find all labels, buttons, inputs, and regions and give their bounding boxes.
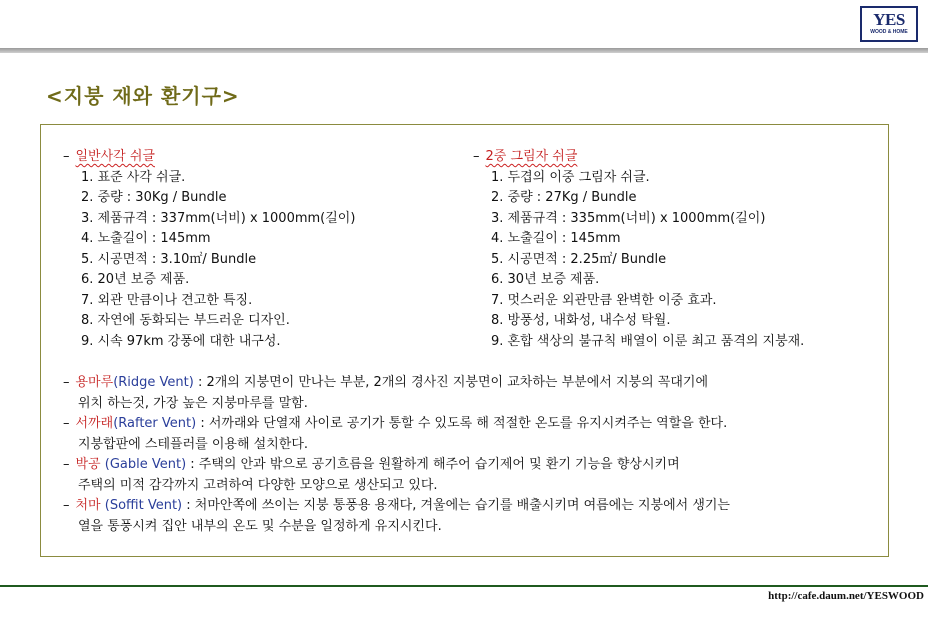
list-item: 3. 제품규격 : 337mm(너비) x 1000mm(길이) — [81, 210, 356, 226]
list-item: 7. 멋스러운 외관만큼 완벽한 이중 효과. — [491, 292, 717, 308]
list-item: 9. 시속 97km 강풍에 대한 내구성. — [81, 333, 281, 349]
vent-text-continued: 위치 하는것, 가장 높은 지붕마루를 말함. — [78, 395, 308, 411]
list-item: 1. 표준 사각 쉬글. — [81, 169, 186, 185]
list-item: 7. 외관 만큼이나 견고한 특징. — [81, 292, 253, 308]
rafter-vent-description: – 서까래(Rafter Vent) : 서까래와 단열재 사이로 공기가 통할 수 있도록 해 적절한 온도를 유지시켜주는 역할을 한다. 지붕합판에 스테플러를 이용해 설치한다. — [63, 414, 873, 455]
vent-name-ko: 처마 — [75, 498, 101, 513]
list-item: 2. 중량 : 27Kg / Bundle — [491, 190, 637, 205]
list-item: 1. 두겹의 이중 그림자 쉬글. — [491, 169, 650, 185]
footer-divider — [0, 585, 928, 587]
vent-text: : 서까래와 단열재 사이로 공기가 통할 수 있도록 해 적절한 온도를 유지시켜주는 역할을 한다. — [196, 416, 728, 431]
ridge-vent-description: – 용마루(Ridge Vent) : 2개의 지붕면이 만나는 부분, 2개의 경사진 지붕면이 교차하는 부분에서 지붕의 꼭대기에 위치 하는것, 가장 높은 지붕마루를 말함. — [63, 373, 873, 414]
double-shadow-shingle-section — [473, 147, 883, 352]
vent-name-en: (Rafter Vent) — [113, 416, 197, 431]
footer-url: http://cafe.daum.net/YESWOOD — [768, 590, 924, 602]
section-heading: – 일반사각 쉬글 — [63, 149, 155, 164]
section-heading: – 2중 그림자 쉬글 — [473, 149, 578, 164]
soffit-vent-description: – 처마 (Soffit Vent) : 처마안쪽에 쓰이는 지붕 통풍용 용재다, 겨울에는 습기를 배출시키며 여름에는 지붕에서 생기는 열을 통풍시켜 집안 내부의 온도 및 수분을 일정하게 유지시킨다. — [63, 496, 873, 537]
vent-text-continued: 열을 통풍시켜 집안 내부의 온도 및 수분을 일정하게 유지시킨다. — [78, 518, 442, 534]
regular-shingle-heading: 일반사각 쉬글 — [75, 149, 155, 164]
vent-name-en: (Soffit Vent) — [100, 498, 183, 513]
logo-sub-text: WOOD & HOME — [862, 30, 916, 35]
content-box — [40, 124, 889, 557]
list-item: 8. 방풍성, 내화성, 내수성 탁월. — [491, 313, 671, 328]
list-item: 6. 30년 보증 제품. — [491, 272, 600, 287]
double-shadow-shingle-heading: 2중 그림자 쉬글 — [485, 149, 578, 164]
vent-text: : 처마안쪽에 쓰이는 지붕 통풍용 용재다, 겨울에는 습기를 배출시키며 여름에는 지붕에서 생기는 — [182, 498, 730, 513]
vent-text: : 주택의 안과 밖으로 공기흐름을 원활하게 해주어 습기제어 및 환기 기능을 향상시키며 — [186, 457, 680, 472]
double-shadow-shingle-spec-list — [473, 168, 883, 353]
vent-descriptions — [63, 373, 873, 537]
vent-name-ko: 서까래 — [75, 416, 114, 431]
vent-name-ko: 용마루 — [75, 375, 114, 390]
list-item: 2. 중량 : 30Kg / Bundle — [81, 190, 227, 205]
logo-main-text: YES — [873, 10, 905, 29]
list-item: 5. 시공면적 : 2.25㎡/ Bundle — [491, 251, 667, 267]
vent-name-en: (Gable Vent) — [100, 457, 187, 472]
list-item: 9. 혼합 색상의 불규칙 배열이 이룬 최고 품격의 지붕재. — [491, 333, 805, 349]
list-item: 3. 제품규격 : 335mm(너비) x 1000mm(길이) — [491, 210, 766, 226]
yes-wood-home-logo — [860, 6, 918, 42]
vent-text: : 2개의 지붕면이 만나는 부분, 2개의 경사진 지붕면이 교차하는 부분에서 지붕의 꼭대기에 — [193, 375, 709, 390]
page-title: <지붕 재와 환기구> — [46, 84, 240, 108]
vent-text-continued: 지붕합판에 스테플러를 이용해 설치한다. — [78, 436, 309, 452]
vent-name-en: (Ridge Vent) — [113, 375, 194, 390]
header-divider — [0, 48, 928, 53]
list-item: 4. 노출길이 : 145mm — [81, 231, 211, 246]
list-item: 6. 20년 보증 제품. — [81, 272, 190, 287]
gable-vent-description: – 박공 (Gable Vent) : 주택의 안과 밖으로 공기흐름을 원활하게 해주어 습기제어 및 환기 기능을 향상시키며 주택의 미적 감각까지 고려하여 다양한 모양으로 생산되고 있다. — [63, 455, 873, 496]
vent-name-ko: 박공 — [75, 457, 101, 472]
list-item: 5. 시공면적 : 3.10㎡/ Bundle — [81, 251, 257, 267]
vent-text-continued: 주택의 미적 감각까지 고려하여 다양한 모양으로 생산되고 있다. — [78, 477, 438, 493]
regular-shingle-spec-list — [63, 168, 463, 353]
regular-shingle-section — [63, 147, 463, 352]
list-item: 8. 자연에 동화되는 부드러운 디자인. — [81, 313, 290, 328]
list-item: 4. 노출길이 : 145mm — [491, 231, 621, 246]
